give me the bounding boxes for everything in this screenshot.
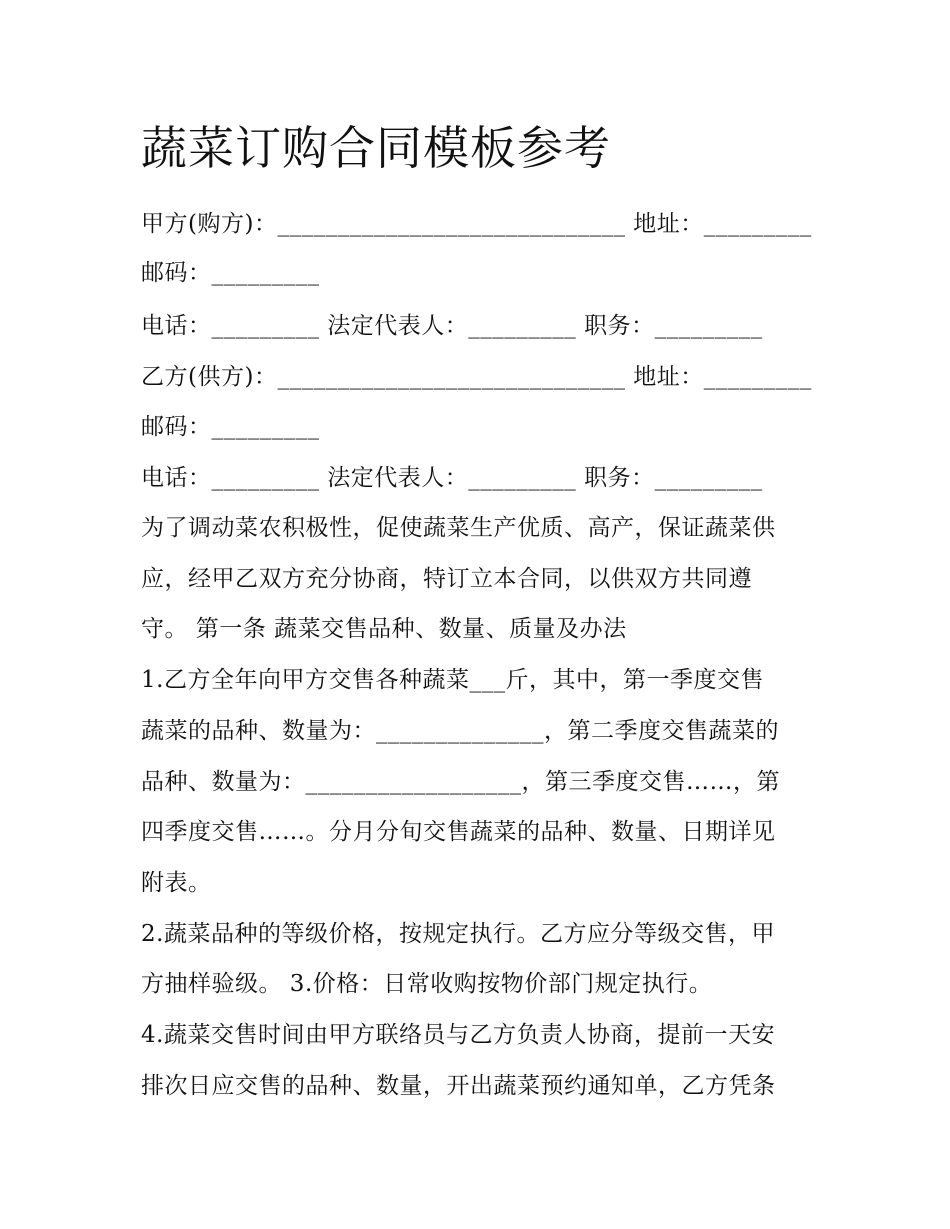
body-line: 4.蔬菜交售时间由甲方联络员与乙方负责人协商，提前一天安: [141, 1022, 775, 1048]
body-line: 为了调动菜农积极性，促使蔬菜生产优质、高产，保证蔬菜供: [141, 515, 776, 541]
document-title: 蔬菜订购合同模板参考: [141, 121, 611, 175]
party-a-postcode-line: 邮码：_________: [141, 260, 320, 286]
party-a-phone-line: 电话：_________ 法定代表人：_________ 职务：_________: [141, 313, 763, 339]
party-b-phone-line: 电话：_________ 法定代表人：_________ 职务：_________: [141, 465, 763, 491]
body-line: 应，经甲乙双方充分协商，特订立本合同，以供双方共同遵: [141, 566, 752, 592]
body-line: 附表。: [141, 870, 212, 896]
body-line: 品种、数量为：__________________，第三季度交售……，第: [141, 769, 780, 795]
body-line: 1.乙方全年向甲方交售各种蔬菜___斤，其中，第一季度交售: [141, 667, 764, 693]
body-line: 四季度交售……。分月分旬交售蔬菜的品种、数量、日期详见: [141, 819, 776, 845]
body-line: 方抽样验级。 3.价格：日常收购按物价部门规定执行。: [141, 971, 713, 997]
body-line: 蔬菜的品种、数量为：______________，第二季度交售蔬菜的: [141, 718, 779, 744]
party-a-line: 甲方(购方)：_____________________________ 地址：_________: [141, 211, 812, 237]
body-line: 守。 第一条 蔬菜交售品种、数量、质量及办法: [141, 616, 627, 642]
body-line: 排次日应交售的品种、数量，开出蔬菜预约通知单，乙方凭条: [141, 1073, 776, 1099]
party-b-line: 乙方(供方)：_____________________________ 地址：_________: [141, 364, 812, 390]
party-b-postcode-line: 邮码：_________: [141, 414, 320, 440]
body-line: 2.蔬菜品种的等级价格，按规定执行。乙方应分等级交售，甲: [141, 921, 775, 947]
